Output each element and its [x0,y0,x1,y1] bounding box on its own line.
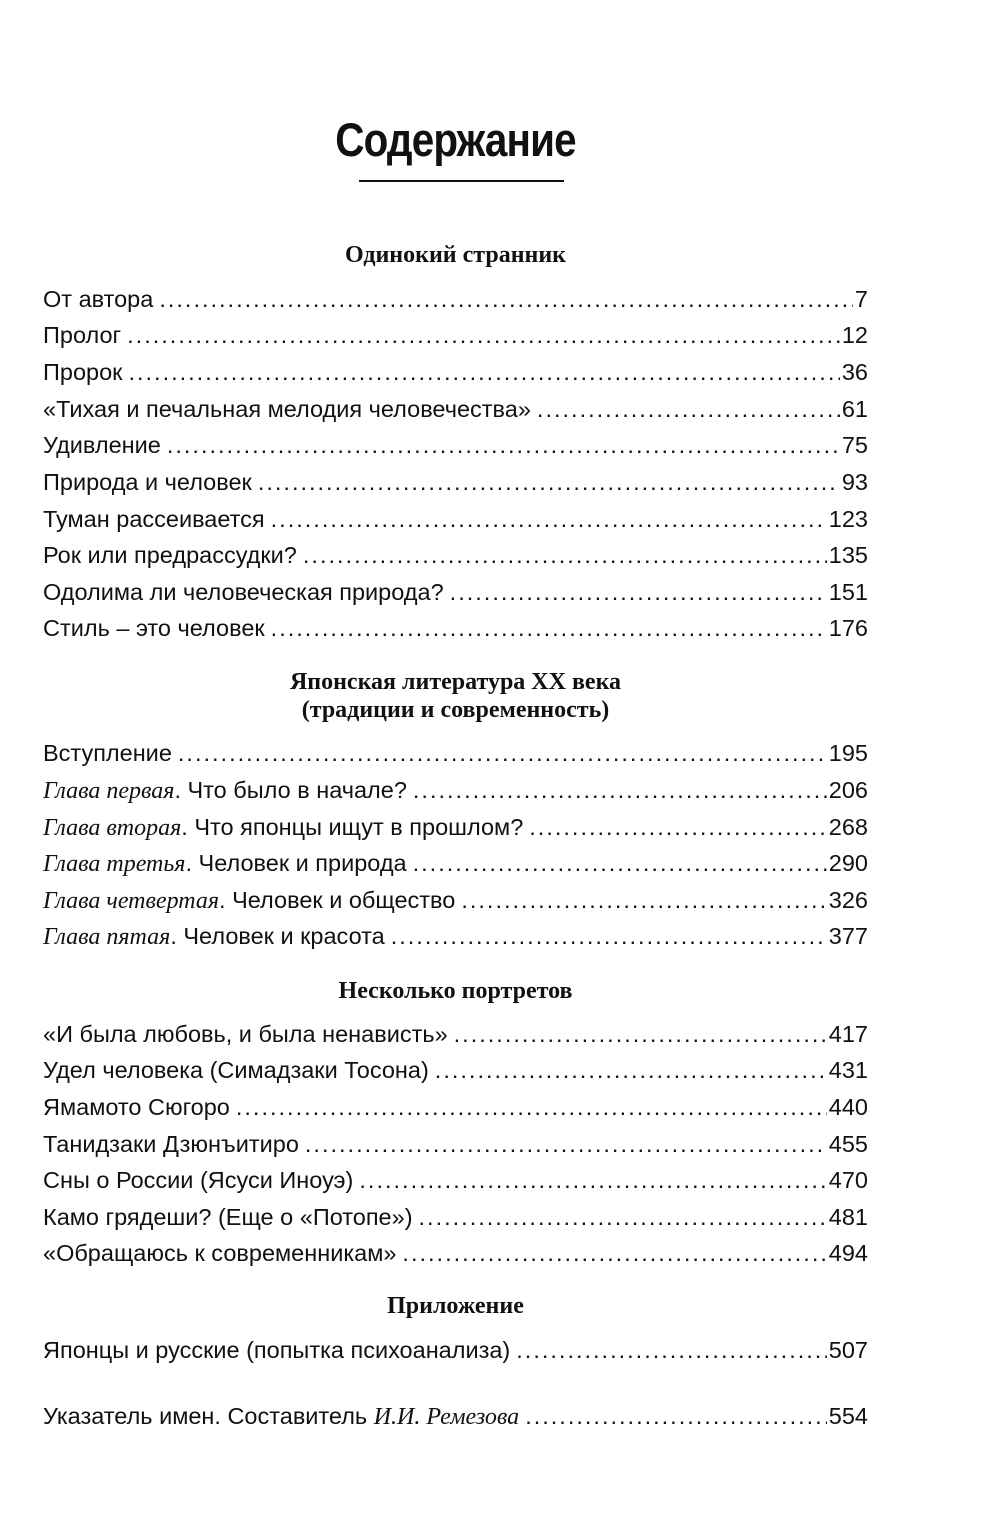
toc-entry[interactable] [43,575,868,609]
entry-page-number: 176 [828,615,868,641]
toc-entry[interactable] [43,465,868,499]
entry-page-number: 377 [828,923,868,949]
entry-title [43,1399,519,1434]
toc-entry[interactable] [43,883,868,917]
toc-entry[interactable] [43,919,868,953]
dot-leader [167,428,840,462]
toc-entry[interactable] [43,810,868,844]
toc-entry[interactable] [43,1200,868,1234]
chapter-title: . Человек и природа [185,850,407,876]
dot-leader [236,1090,827,1124]
chapter-prefix: Глава первая [43,778,175,804]
section-heading-1: Одинокий странник [344,242,567,268]
page-title: Содержание [335,113,576,166]
dot-leader [271,611,827,645]
chapter-prefix: Глава пятая [43,924,171,950]
entry-page-number: 481 [828,1204,868,1230]
dot-leader [303,538,827,572]
dot-leader [128,355,839,389]
toc-entry[interactable] [43,502,868,536]
dot-leader [529,810,827,844]
entry-page-number: 507 [828,1337,868,1363]
entry-title: «И была любовь, и была ненависть» [43,1021,448,1047]
toc-entry[interactable] [43,736,868,770]
dot-leader [435,1053,827,1087]
entry-page-number: 151 [828,579,868,605]
entry-title: Удел человека (Симадзаки Тосона) [43,1057,429,1083]
entry-page-number: 494 [828,1240,868,1266]
entry-page-number: 440 [828,1094,868,1120]
entry-title [43,810,523,845]
entry-page-number: 554 [828,1403,868,1429]
dot-leader [516,1333,827,1367]
toc-entry[interactable] [43,1017,868,1051]
index-label: Указатель имен. Составитель [43,1403,374,1429]
dot-leader [258,465,840,499]
section-heading-2 [43,668,868,724]
compiler-name: И.И. Ремезова [373,1404,520,1430]
toc-entry[interactable] [43,1090,868,1124]
toc-entry[interactable] [43,428,868,462]
entry-page-number: 195 [828,740,868,766]
toc-entry[interactable] [43,1127,868,1161]
toc-entry[interactable] [43,538,868,572]
dot-leader [127,318,840,352]
entry-title: Одолима ли человеческая природа? [43,579,444,605]
entry-title: «Обращаюсь к современникам» [43,1240,397,1266]
entry-title: Удивление [43,432,161,458]
dot-leader [178,736,827,770]
toc-entry[interactable] [43,282,868,316]
section-heading-line: (традиции и современность) [301,697,610,723]
toc-entry[interactable] [43,773,868,807]
chapter-title: . Человек и красота [170,923,385,949]
entry-page-number: 206 [828,777,868,803]
entry-page-number: 268 [828,814,868,840]
entry-title: Камо грядеши? (Еще о «Потопе») [43,1204,413,1230]
entry-title [43,846,407,881]
dot-leader [454,1017,827,1051]
entry-page-number: 470 [828,1167,868,1193]
dot-leader [359,1163,826,1197]
entry-page-number: 75 [841,432,868,458]
toc-entry[interactable] [43,1333,868,1367]
entry-title: Пророк [43,359,123,385]
dot-leader [305,1127,827,1161]
title-underline [359,180,564,182]
dot-leader [450,575,827,609]
chapter-prefix: Глава вторая [43,815,182,841]
toc-entry[interactable] [43,1236,868,1270]
chapter-prefix: Глава третья [43,851,186,877]
section-heading-4: Приложение [387,1293,524,1319]
entry-page-number: 123 [828,506,868,532]
entry-page-number: 431 [828,1057,868,1083]
chapter-title: . Что японцы ищут в прошлом? [181,814,524,840]
toc-entry[interactable] [43,611,868,645]
entry-page-number: 36 [841,359,868,385]
entry-page-number: 417 [828,1021,868,1047]
chapter-title: . Человек и общество [219,887,456,913]
entry-title: «Тихая и печальная мелодия человечества» [43,396,531,422]
entry-title: Рок или предрассудки? [43,542,297,568]
dot-leader [419,1200,827,1234]
toc-entry[interactable] [43,846,868,880]
section-heading-line: Японская литература XX века [289,669,622,695]
entry-title: От автора [43,286,154,312]
entry-title: Природа и человек [43,469,252,495]
toc-entry-index[interactable] [43,1399,868,1433]
entry-title: Туман рассеивается [43,506,265,532]
dot-leader [391,919,827,953]
entry-title [43,883,455,918]
toc-entry[interactable] [43,1053,868,1087]
entry-title: Сны о России (Ясуси Иноуэ) [43,1167,354,1193]
section-heading-3: Несколько портретов [338,978,573,1004]
entry-page-number: 12 [841,322,868,348]
entry-page-number: 290 [828,850,868,876]
entry-page-number: 7 [854,286,868,312]
dot-leader [413,773,827,807]
toc-entry[interactable] [43,1163,868,1197]
entry-page-number: 93 [841,469,868,495]
toc-entry[interactable] [43,355,868,389]
entry-title: Ямамото Сюгоро [43,1094,230,1120]
entry-title [43,773,407,808]
dot-leader [402,1236,826,1270]
entry-page-number: 135 [828,542,868,568]
dot-leader [461,883,826,917]
entry-title: Стиль – это человек [43,615,265,641]
dot-leader [159,282,853,316]
toc-entry[interactable] [43,318,868,352]
entry-page-number: 455 [828,1131,868,1157]
dot-leader [271,502,827,536]
entry-title: Вступление [43,740,172,766]
entry-page-number: 61 [841,396,868,422]
chapter-prefix: Глава четвертая [43,888,220,914]
entry-title: Японцы и русские (попытка психоанализа) [43,1337,511,1363]
entry-page-number: 326 [828,887,868,913]
entry-title [43,919,385,954]
entry-title: Пролог [43,322,122,348]
chapter-title: . Что было в начале? [174,777,407,803]
dot-leader [413,846,827,880]
entry-title: Танидзаки Дзюнъитиро [43,1131,299,1157]
dot-leader [537,392,840,426]
dot-leader [525,1399,827,1433]
toc-entry[interactable] [43,392,868,426]
